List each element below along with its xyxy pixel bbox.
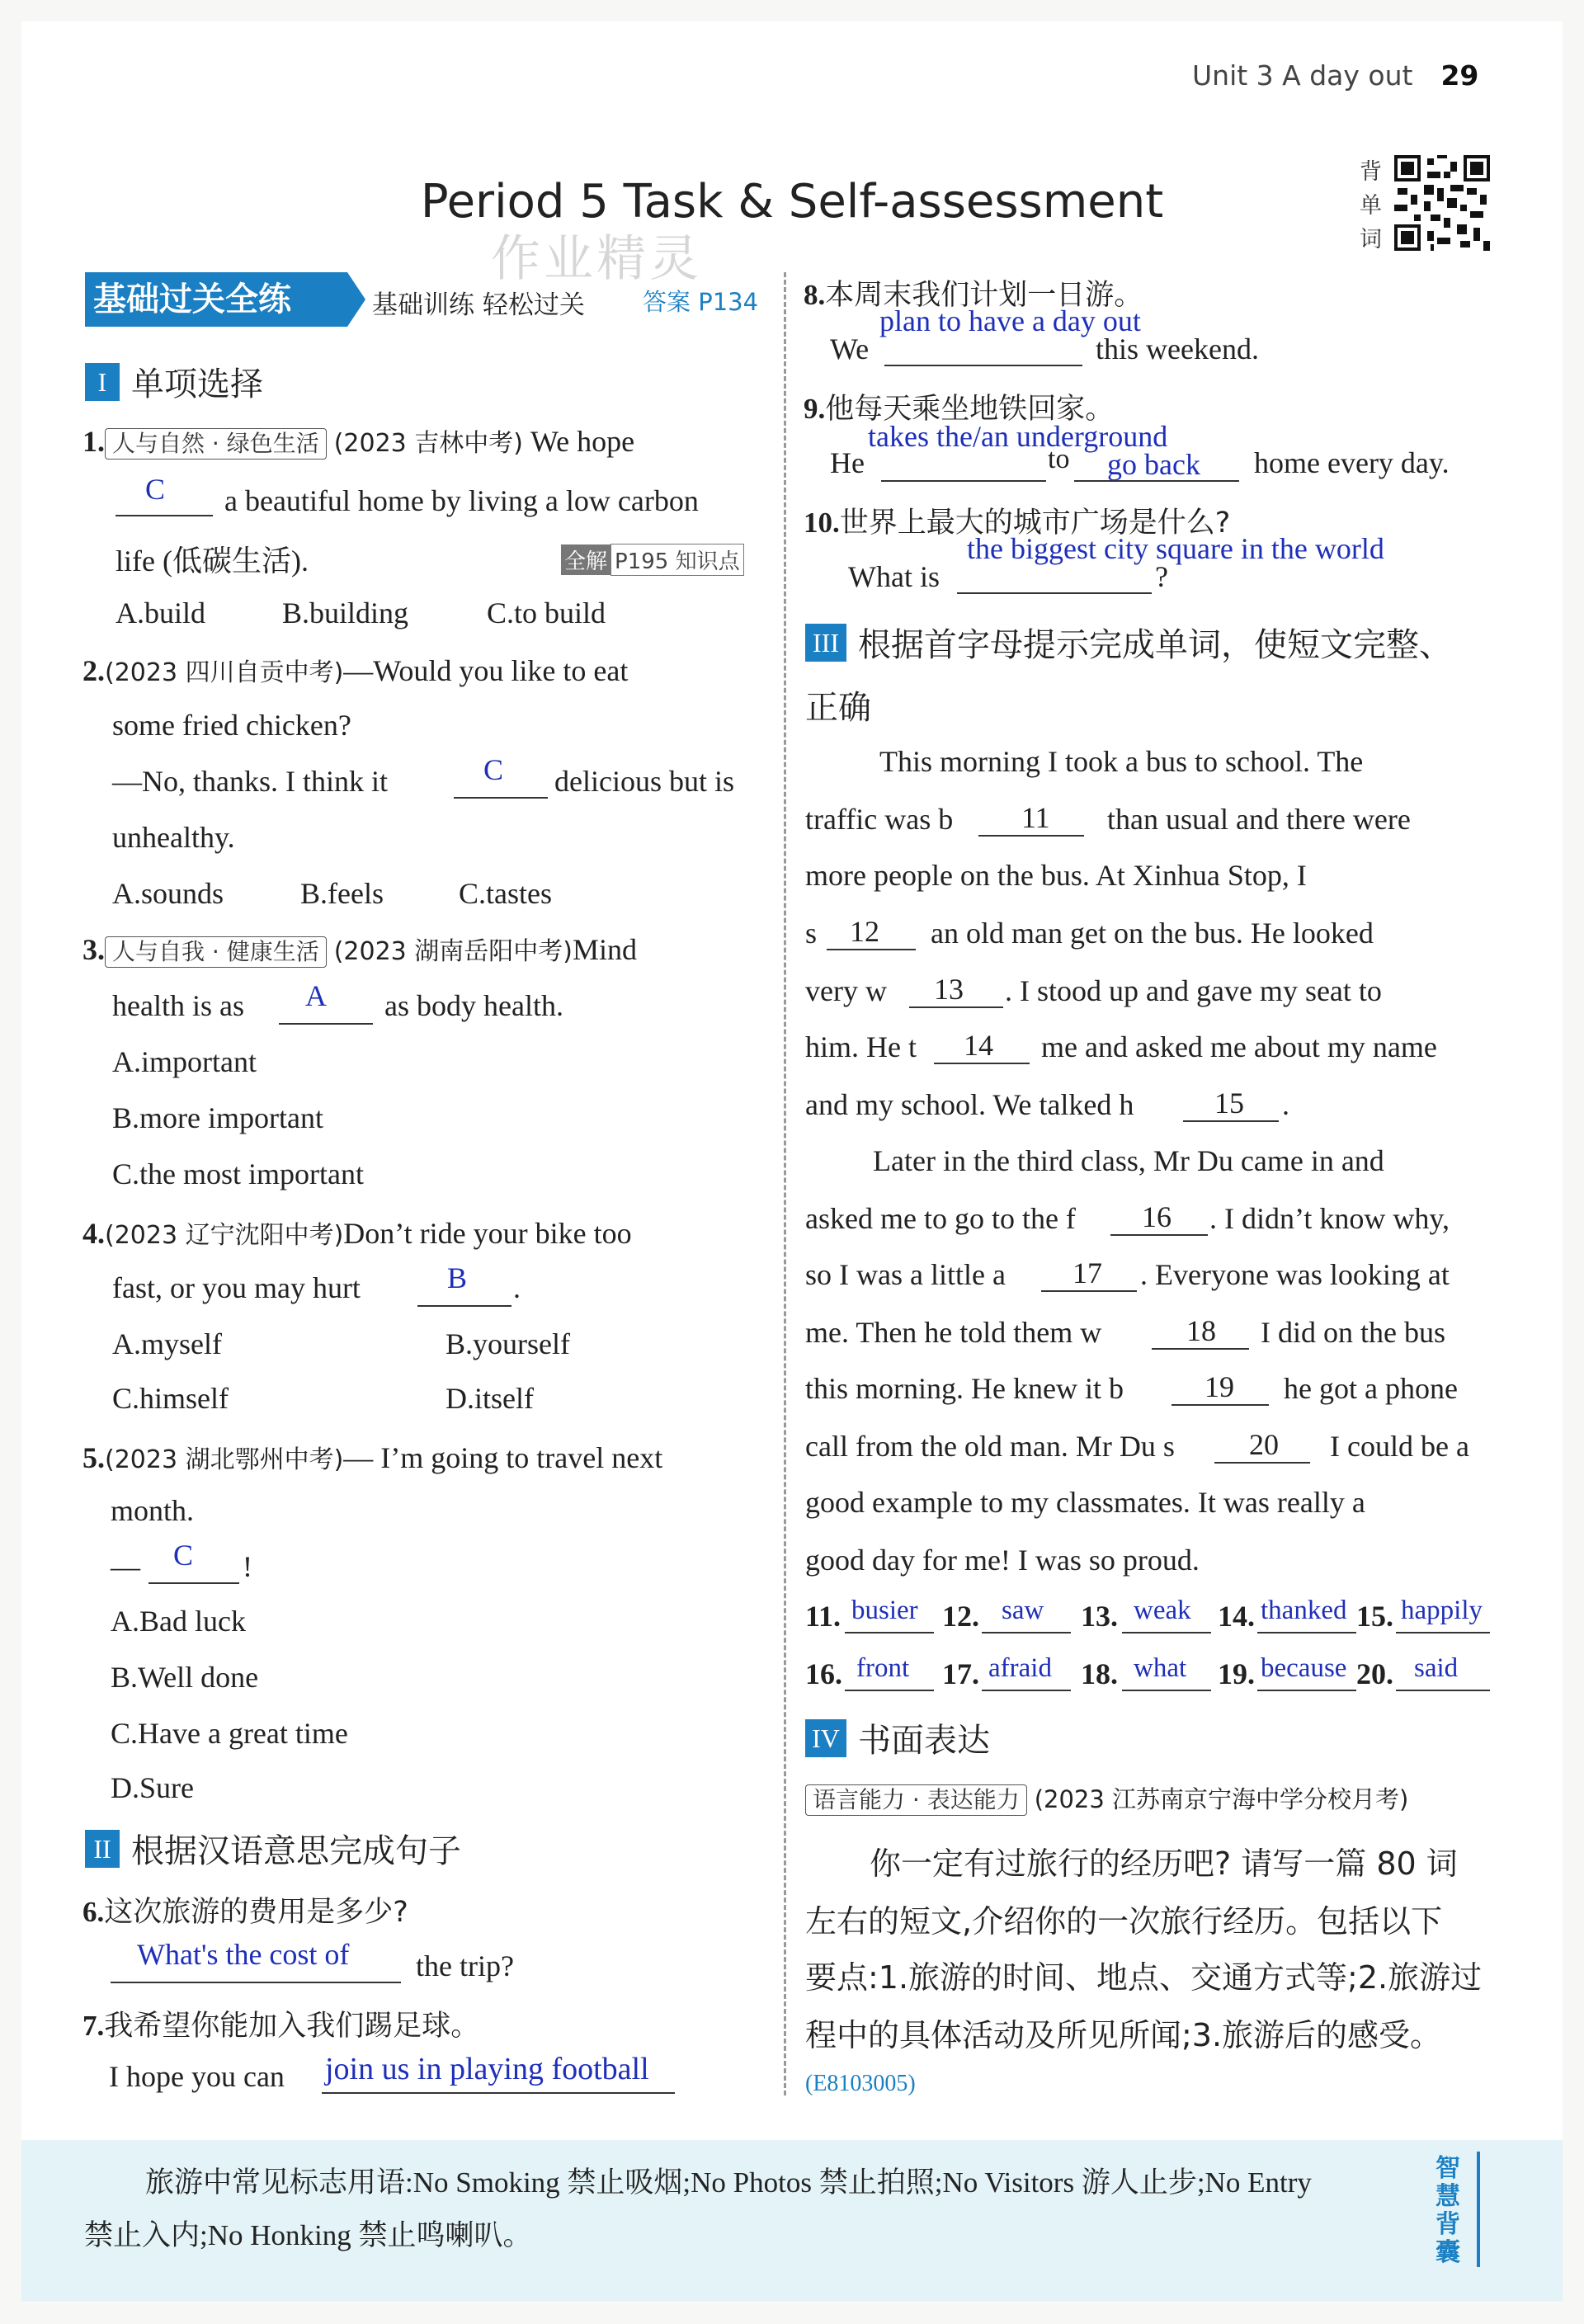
q4-line1 — [82, 1214, 632, 1251]
tip-line-1: 旅游中常见标志用语:No Smoking 禁止吸烟;No Photos 禁止拍照;No Visitors 游人止步;No Entry — [145, 2166, 1312, 2199]
q1-ref-tag: 全解 — [561, 544, 610, 575]
q2-blank — [454, 797, 548, 799]
section-4-heading — [805, 1714, 990, 1761]
q9-number: 9. — [804, 393, 826, 425]
answer-17-num: 17. — [942, 1657, 979, 1690]
answer-13: weak — [1134, 1596, 1191, 1625]
section-4-title: 书面表达 — [858, 1722, 990, 1760]
blank-14-number: 14 — [964, 1029, 993, 1062]
answer-14: thanked — [1261, 1596, 1347, 1625]
q3-number: 3. — [82, 933, 105, 966]
banner-answer-ref[interactable]: 答案 P134 — [643, 288, 759, 316]
q3-source: (2023 湖南岳阳中考) — [333, 937, 573, 966]
q2-source: (2023 四川自贡中考) — [105, 658, 344, 687]
q5-line2: month. — [111, 1494, 195, 1527]
passage-line-6-tail: me and asked me about my name — [1041, 1030, 1437, 1063]
answer-15: happily — [1401, 1596, 1483, 1625]
passage-line-12: this morning. He knew it b — [805, 1372, 1124, 1405]
q1-ref-page: P195 知识点 — [610, 544, 744, 576]
q1-option-c: C.to build — [487, 596, 606, 629]
q1-answer: C — [145, 473, 166, 506]
qr-label: 背单词 — [1360, 159, 1382, 252]
q7-start: I hope you can — [109, 2060, 285, 2093]
q5-blank — [148, 1582, 239, 1584]
section-banner — [85, 272, 761, 327]
q6-answer: What's the cost of — [137, 1938, 350, 1971]
q7-number: 7. — [82, 2010, 105, 2042]
blank-16-number: 16 — [1142, 1200, 1172, 1233]
q7-chinese: 我希望你能加入我们踢足球。 — [104, 2010, 480, 2043]
writing-line-3: 要点:1.旅游的时间、地点、交通方式等;2.旅游过 — [805, 1959, 1483, 1996]
q6-blank — [111, 1982, 401, 1983]
q5-option-c: C.Have a great time — [111, 1717, 348, 1750]
blank-11 — [978, 835, 1084, 837]
answer-20-num: 20. — [1356, 1657, 1393, 1690]
q7-blank — [322, 2092, 675, 2094]
answer-18-line — [1122, 1690, 1211, 1691]
writing-line-1: 你一定有过旅行的经历吧? 请写一篇 80 词 — [870, 1846, 1458, 1882]
answer-14-line — [1257, 1632, 1356, 1633]
tip-line-2: 禁止入内;No Honking 禁止鸣喇叭。 — [84, 2219, 532, 2251]
q4-end: . — [513, 1271, 521, 1304]
banner-tag: 基础过关全练 — [85, 272, 347, 327]
q1-line2: a beautiful home by living a low carbon — [224, 484, 699, 517]
passage-line-9: asked me to go to the f — [805, 1202, 1076, 1235]
blank-19 — [1172, 1404, 1269, 1406]
page-number: 29 — [1440, 59, 1479, 92]
q9-answer1: takes the/an underground — [868, 420, 1168, 453]
q5-line1 — [82, 1439, 662, 1475]
blank-18-number: 18 — [1186, 1314, 1216, 1347]
q6-end: the trip? — [416, 1949, 514, 1982]
q2-line3a: —No, thanks. I think it — [112, 765, 388, 798]
writing-line-4: 程中的具体活动及所见所闻;3.旅游后的感受。 — [805, 2017, 1442, 2053]
q2-option-c: C.tastes — [459, 877, 552, 910]
watermark: 作业精灵 — [491, 230, 702, 288]
passage-line-13: call from the old man. Mr Du s — [805, 1430, 1175, 1463]
q2-line4: unhealthy. — [112, 821, 235, 854]
q4-answer: B — [447, 1261, 468, 1294]
passage-line-10-tail: . Everyone was looking at — [1140, 1258, 1450, 1291]
passage-line-11: me. Then he told them w — [805, 1316, 1102, 1349]
section-3-number: III — [805, 624, 846, 662]
blank-11-number: 11 — [1021, 801, 1050, 834]
blank-16 — [1110, 1234, 1208, 1236]
passage-line-3: more people on the bus. At Xinhua Stop, I — [805, 859, 1307, 892]
q9-answer2: go back — [1107, 448, 1200, 481]
q8-answer: plan to have a day out — [879, 304, 1141, 337]
writing-tag: 语言能力 · 表达能力 — [805, 1784, 1027, 1816]
q8-number: 8. — [804, 279, 826, 311]
q3-line2b: as body health. — [384, 989, 563, 1022]
q5-end: ! — [243, 1550, 252, 1583]
q10-end: ? — [1155, 560, 1168, 593]
answer-15-num: 15. — [1356, 1600, 1393, 1633]
q8-end: this weekend. — [1096, 332, 1259, 365]
q2-line3b: delicious but is — [554, 765, 734, 798]
q3-blank — [279, 1023, 373, 1025]
answer-19-line — [1257, 1690, 1356, 1691]
q10-answer: the biggest city square in the world — [967, 532, 1384, 565]
q5-text: — I’m going to travel next — [343, 1441, 663, 1474]
q3-option-b: B.more important — [112, 1101, 323, 1134]
q1-number: 1. — [82, 425, 105, 458]
q10-start: What is — [848, 560, 940, 593]
blank-15-number: 15 — [1214, 1087, 1244, 1120]
passage-line-8: Later in the third class, Mr Du came in and — [873, 1144, 1384, 1177]
q7-answer: join us in playing football — [325, 2052, 649, 2086]
answer-16: front — [856, 1653, 910, 1683]
answer-20: said — [1414, 1653, 1459, 1683]
answer-20-line — [1396, 1690, 1490, 1691]
q5-option-b: B.Well done — [111, 1661, 259, 1694]
q4-source: (2023 辽宁沈阳中考) — [105, 1221, 344, 1250]
passage-line-2: traffic was b — [805, 803, 954, 836]
q5-number: 5. — [82, 1441, 105, 1474]
q5-answer: C — [173, 1539, 194, 1572]
section-2-title: 根据汉语意思完成句子 — [131, 1832, 461, 1870]
q2-number: 2. — [82, 654, 105, 687]
q6-chinese: 这次旅游的费用是多少? — [104, 1896, 408, 1929]
q5-source: (2023 湖北鄂州中考) — [105, 1445, 344, 1474]
tip-side-label: 智慧背囊 — [1436, 2154, 1460, 2267]
passage-line-15: good day for me! I was so proud. — [805, 1544, 1200, 1577]
q1-option-a: A.build — [116, 596, 206, 629]
answer-11-line — [845, 1632, 934, 1633]
exercise-code: (E8103005) — [805, 2071, 916, 2096]
answer-11-num: 11. — [805, 1600, 842, 1633]
answer-12: saw — [1002, 1596, 1044, 1625]
q4-text: Don’t ride your bike too — [343, 1217, 632, 1250]
passage-line-11-tail: I did on the bus — [1261, 1316, 1445, 1349]
q1-text: We hope — [530, 425, 635, 458]
q3-option-a: A.important — [112, 1045, 257, 1078]
answer-13-num: 13. — [1081, 1600, 1118, 1633]
section-3-title-line2: 正确 — [805, 689, 871, 727]
passage-line-4-tail: an old man get on the bus. He looked — [931, 917, 1374, 950]
passage-line-7: and my school. We talked h — [805, 1088, 1134, 1121]
section-2-heading — [85, 1825, 461, 1872]
q2-answer: C — [483, 753, 504, 786]
blank-12 — [827, 949, 916, 950]
answer-15-line — [1396, 1632, 1490, 1633]
passage-line-14: good example to my classmates. It was really a — [805, 1486, 1365, 1519]
answer-17-line — [982, 1690, 1071, 1691]
unit-label: Unit 3 A day out — [1192, 59, 1413, 92]
blank-14 — [934, 1063, 1030, 1064]
answer-18: what — [1134, 1653, 1187, 1683]
q8-start: We — [830, 332, 870, 365]
answer-16-num: 16. — [805, 1657, 842, 1690]
writing-tag-line — [805, 1780, 1408, 1816]
writing-line-2: 左右的短文,介绍你的一次旅行经历。包括以下 — [805, 1903, 1443, 1940]
section-3-heading — [805, 619, 1452, 666]
answer-13-line — [1122, 1632, 1211, 1633]
blank-13-number: 13 — [934, 973, 964, 1006]
q1-tag: 人与自然 · 绿色生活 — [105, 428, 327, 460]
q6-line1 — [82, 1889, 408, 1930]
q1-option-b: B.building — [282, 596, 409, 629]
q10-blank — [957, 592, 1152, 594]
answer-19: because — [1261, 1653, 1347, 1683]
banner-subtitle: 基础训练 轻松过关 — [372, 290, 585, 320]
q5-option-d: D.Sure — [111, 1771, 194, 1804]
answer-14-num: 14. — [1218, 1600, 1255, 1633]
passage-line-4: s — [805, 917, 818, 950]
q4-blank — [417, 1305, 512, 1307]
q3-tag: 人与自我 · 健康生活 — [105, 936, 327, 968]
q4-option-a: A.myself — [112, 1327, 222, 1360]
page-title: Period 5 Task & Self-assessment — [420, 175, 1164, 229]
answer-19-num: 19. — [1218, 1657, 1255, 1690]
q9-end: home every day. — [1254, 446, 1450, 479]
passage-line-5: very w — [805, 974, 887, 1007]
blank-12-number: 12 — [850, 915, 879, 948]
q1-line1 — [82, 422, 634, 460]
passage-line-9-tail: . I didn’t know why, — [1209, 1202, 1450, 1235]
q3-answer: A — [305, 979, 327, 1012]
column-divider — [784, 272, 786, 2095]
passage-line-2-tail: than usual and there were — [1107, 803, 1411, 836]
q5-dash: — — [111, 1550, 140, 1583]
q7-line1 — [82, 2003, 479, 2044]
q5-option-a: A.Bad luck — [111, 1605, 246, 1638]
q4-option-c: C.himself — [112, 1382, 229, 1415]
q2-option-b: B.feels — [300, 877, 384, 910]
banner-chevron-icon — [347, 272, 365, 327]
q4-option-d: D.itself — [446, 1382, 534, 1415]
q3-option-c: C.the most important — [112, 1157, 364, 1190]
answer-12-num: 12. — [942, 1600, 979, 1633]
answer-12-line — [982, 1632, 1071, 1633]
section-1-heading — [85, 358, 263, 405]
q1-source: (2023 吉林中考) — [333, 429, 523, 458]
answer-17: afraid — [988, 1653, 1052, 1683]
q2-line2: some fried chicken? — [112, 709, 351, 742]
q6-number: 6. — [82, 1896, 105, 1928]
section-4-number: IV — [805, 1719, 846, 1757]
q9-mid: to — [1048, 444, 1070, 474]
passage-line-6: him. He t — [805, 1030, 917, 1063]
passage-line-10: so I was a little a — [805, 1258, 1006, 1291]
q8-chinese: 本周末我们计划一日游。 — [825, 279, 1143, 312]
q8-blank — [884, 365, 1082, 366]
q4-option-b: B.yourself — [446, 1327, 570, 1360]
blank-19-number: 19 — [1204, 1370, 1234, 1403]
q1-blank — [116, 515, 213, 516]
q9-blank1 — [881, 480, 1046, 482]
q10-chinese: 世界上最大的城市广场是什么? — [839, 507, 1231, 540]
tip-side-bar — [1477, 2152, 1480, 2267]
passage-line-7-tail: . — [1282, 1088, 1289, 1121]
q2-option-a: A.sounds — [112, 877, 224, 910]
section-2-number: II — [85, 1830, 120, 1868]
q9-start: He — [830, 446, 865, 479]
q2-line1 — [82, 652, 628, 688]
q2-text: —Would you like to eat — [343, 654, 629, 687]
q10-number: 10. — [804, 507, 840, 539]
passage-line-1: This morning I took a bus to school. The — [879, 745, 1364, 778]
q9-chinese: 他每天乘坐地铁回家。 — [825, 393, 1115, 426]
answer-18-num: 18. — [1081, 1657, 1118, 1690]
q3-line2a: health is as — [112, 989, 244, 1022]
section-3-title: 根据首字母提示完成单词，使短文完整、 — [858, 626, 1452, 664]
q1-ref[interactable] — [561, 541, 744, 576]
blank-15 — [1183, 1120, 1279, 1122]
running-header — [1192, 59, 1478, 92]
answer-11: busier — [851, 1596, 918, 1625]
blank-13 — [909, 1006, 1003, 1008]
q4-line2: fast, or you may hurt — [112, 1271, 361, 1304]
passage-line-12-tail: he got a phone — [1284, 1372, 1458, 1405]
q3-text: Mind — [573, 933, 638, 966]
q4-number: 4. — [82, 1217, 105, 1250]
answer-16-line — [845, 1690, 934, 1691]
passage-line-5-tail: . I stood up and gave my seat to — [1005, 974, 1382, 1007]
q3-line1 — [82, 931, 637, 968]
blank-18 — [1152, 1348, 1249, 1350]
writing-source: (2023 江苏南京宁海中学分校月考) — [1034, 1785, 1409, 1813]
blank-20 — [1214, 1462, 1310, 1464]
passage-line-13-tail: I could be a — [1330, 1430, 1469, 1463]
section-1-title: 单项选择 — [131, 365, 263, 403]
blank-17-number: 17 — [1072, 1256, 1102, 1289]
q1-line3: life (低碳生活). — [116, 544, 309, 577]
blank-17 — [1041, 1290, 1137, 1292]
section-1-number: I — [85, 363, 120, 401]
blank-20-number: 20 — [1249, 1428, 1279, 1461]
